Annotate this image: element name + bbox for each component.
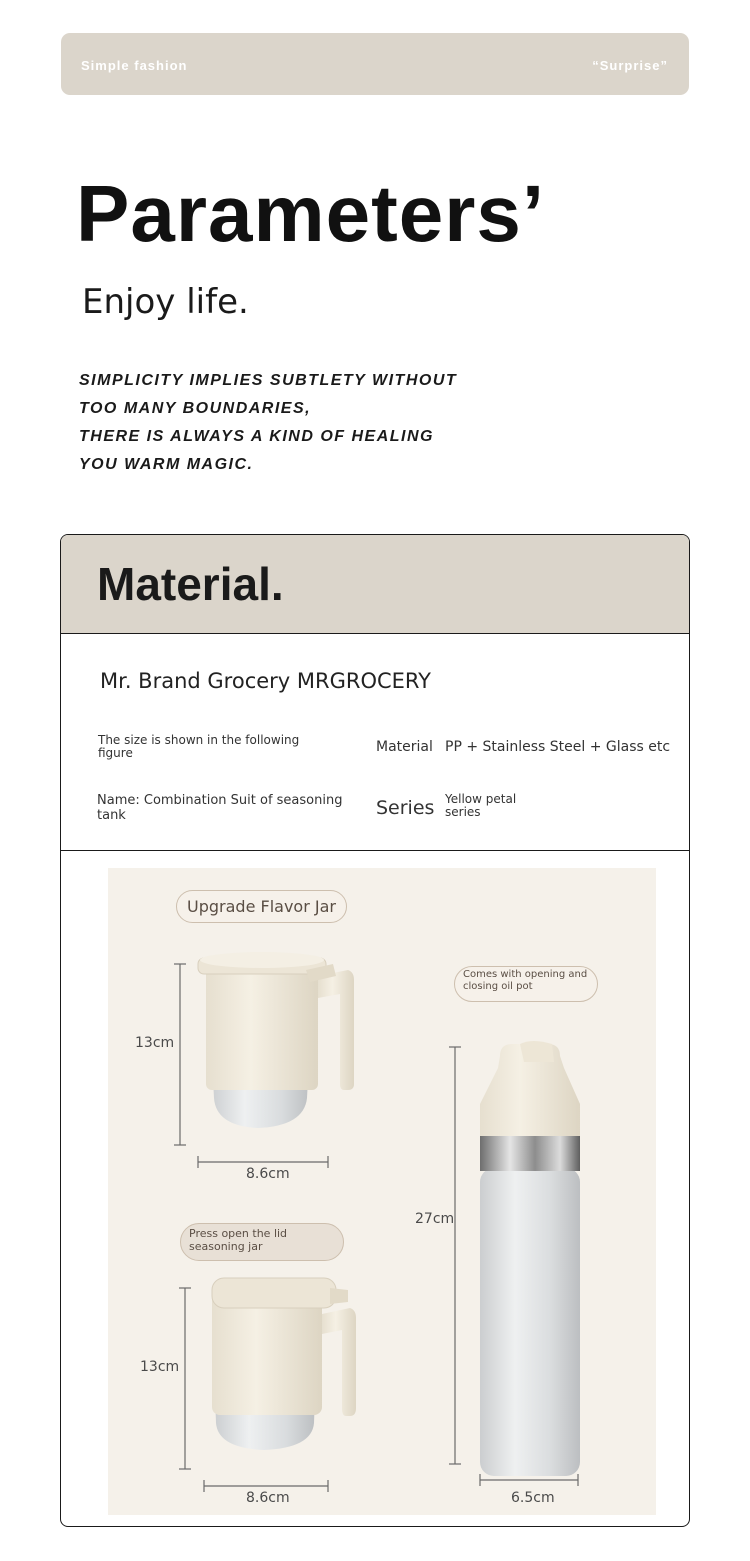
tag-oil-pot-line: Comes with opening and (463, 969, 588, 980)
quote-line: SIMPLICITY IMPLIES SUBTLETY WITHOUT (79, 372, 458, 389)
quote-line: YOU WARM MAGIC. (79, 456, 254, 473)
product-photo (108, 868, 656, 1515)
banner-right-text: “Surprise” (592, 58, 668, 73)
material-card (60, 534, 690, 1527)
seasoning-jar-top (198, 952, 354, 1128)
tag-upgrade-flavor-jar: Upgrade Flavor Jar (176, 890, 347, 923)
tag-press-open-jar (180, 1223, 344, 1261)
section-divider (61, 850, 689, 851)
page-subtitle: Enjoy life. (82, 282, 249, 322)
material-label: Material (376, 739, 433, 755)
bottle-width-label: 6.5cm (511, 1490, 555, 1506)
material-card-header (61, 535, 689, 634)
material-value: PP + Stainless Steel + Glass etc (445, 739, 671, 755)
quote-line: THERE IS ALWAYS A KIND OF HEALING (79, 428, 434, 445)
size-note-line: figure (98, 746, 133, 760)
jar-top-width-label: 8.6cm (246, 1166, 290, 1182)
seasoning-jar-bottom (212, 1278, 356, 1450)
series-label: Series (376, 797, 435, 819)
size-note (98, 734, 299, 760)
material-heading: Material. (97, 558, 284, 610)
tag-press-open-line: seasoning jar (189, 1240, 263, 1253)
bottle-height-label: 27cm (415, 1211, 455, 1227)
jar-bottom-width-label: 8.6cm (246, 1490, 290, 1506)
top-banner (61, 33, 689, 95)
brand-name: Mr. Brand Grocery MRGROCERY (100, 669, 432, 693)
size-note-line: The size is shown in the following (98, 733, 300, 747)
tag-oil-pot (454, 966, 598, 1002)
jar-top-height-label: 13cm (135, 1035, 175, 1051)
jar-bottom-height-label: 13cm (140, 1359, 180, 1375)
tag-oil-pot-line: closing oil pot (463, 981, 533, 992)
series-value (445, 793, 516, 819)
product-name-line: Name: Combination Suit of seasoning (97, 793, 343, 808)
oil-bottle (480, 1041, 580, 1476)
tag-press-open-line: Press open the lid (189, 1227, 288, 1240)
page-title: Parameters’ (76, 169, 546, 258)
quote-block (79, 371, 519, 483)
banner-left-text: Simple fashion (81, 58, 188, 73)
series-value-line: series (445, 805, 481, 819)
series-value-line: Yellow petal (445, 792, 517, 806)
product-name-line: tank (97, 808, 126, 823)
product-name (97, 793, 342, 823)
quote-line: TOO MANY BOUNDARIES, (79, 400, 312, 417)
